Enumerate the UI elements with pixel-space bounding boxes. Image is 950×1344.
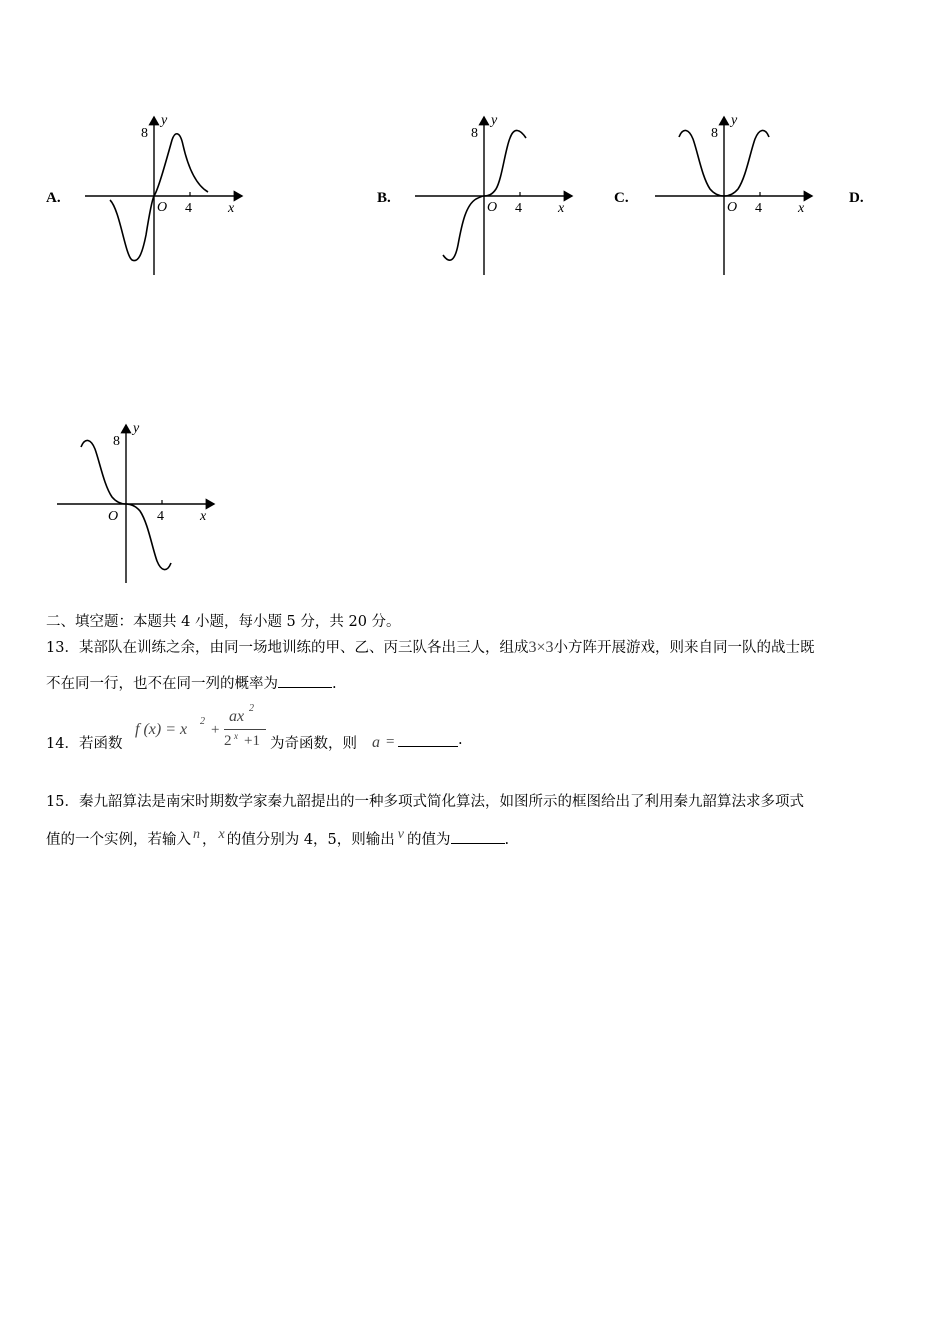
y-tick-label: 8 bbox=[141, 126, 148, 141]
answer-blank-14[interactable] bbox=[398, 734, 458, 747]
q15-comma: ， bbox=[202, 832, 217, 848]
q15-end: . bbox=[504, 832, 510, 848]
q14-numerator: ax bbox=[229, 708, 245, 725]
x-tick-label: 4 bbox=[185, 201, 192, 216]
q14-equals: = bbox=[386, 734, 395, 750]
q14-sq: 2 bbox=[200, 716, 205, 727]
y-axis-label: y bbox=[731, 113, 738, 128]
q15-text-1: 值的一个实例，若输入 bbox=[46, 832, 191, 848]
q14-plus: + bbox=[211, 722, 220, 738]
y-axis-label: y bbox=[491, 113, 498, 128]
origin-label: O bbox=[157, 200, 168, 215]
question-13-line-1 bbox=[46, 636, 814, 657]
q14-prefix: 14．若函数 bbox=[46, 736, 123, 752]
origin-label: O bbox=[727, 200, 738, 215]
q15-var-n: n bbox=[193, 827, 200, 842]
q14-end: . bbox=[458, 732, 463, 748]
option-c-label: C. bbox=[614, 190, 629, 206]
answer-blank-15[interactable] bbox=[451, 831, 505, 844]
q15-text-3: 的值为 bbox=[407, 832, 451, 848]
q15-var-v: v bbox=[397, 827, 404, 842]
q13-math: 3×3 bbox=[528, 639, 554, 656]
q14-denominator-exp: x bbox=[234, 731, 238, 741]
graph-option-d bbox=[52, 413, 222, 588]
q14-num-sq: 2 bbox=[249, 703, 254, 714]
q14-denominator-rest: +1 bbox=[244, 733, 260, 749]
answer-blank-13[interactable] bbox=[278, 675, 332, 688]
option-b-label: B. bbox=[377, 190, 391, 206]
graph-option-c bbox=[650, 105, 820, 280]
origin-label: O bbox=[108, 509, 119, 524]
question-15-line-1: 15．秦九韶算法是南宋时期数学家秦九韶提出的一种多项式简化算法，如图所示的框图给出了利用秦九韶算法求多项式 bbox=[46, 794, 804, 810]
x-axis-label: x bbox=[558, 201, 565, 216]
section-heading: 二、填空题：本题共 4 小题，每小题 5 分，共 20 分。 bbox=[46, 614, 401, 630]
q14-f-left: f (x) = x bbox=[135, 721, 188, 738]
q13-end: . bbox=[332, 676, 337, 692]
q14-var-a: a bbox=[372, 734, 380, 751]
origin-label: O bbox=[487, 200, 498, 215]
question-13-line-2 bbox=[46, 672, 337, 693]
curve bbox=[110, 134, 208, 261]
graph-option-b bbox=[410, 105, 580, 280]
x-axis-label: x bbox=[200, 509, 207, 524]
graph-option-a bbox=[80, 105, 250, 280]
q13-text-3: 不在同一行，也不在同一列的概率为 bbox=[46, 676, 278, 692]
q13-text-2: 小方阵开展游戏，则来自同一队的战士既 bbox=[553, 640, 815, 656]
fraction-bar bbox=[224, 729, 266, 730]
q14-middle: 为奇函数，则 bbox=[270, 736, 357, 752]
q13-text-1: 13．某部队在训练之余，由同一场地训练的甲、乙、丙三队各出三人，组成 bbox=[46, 640, 529, 656]
q15-var-x: x bbox=[218, 827, 225, 842]
x-tick-label: 4 bbox=[157, 509, 164, 524]
y-axis-label: y bbox=[161, 113, 168, 128]
x-tick-label: 4 bbox=[515, 201, 522, 216]
q14-denominator-base: 2 bbox=[224, 733, 232, 749]
y-tick-label: 8 bbox=[113, 434, 120, 449]
y-tick-label: 8 bbox=[471, 126, 478, 141]
option-d-label: D. bbox=[849, 190, 864, 206]
y-axis-label: y bbox=[133, 421, 140, 436]
x-axis-label: x bbox=[228, 201, 235, 216]
x-tick-label: 4 bbox=[755, 201, 762, 216]
question-15-line-2 bbox=[46, 828, 509, 849]
option-a-label: A. bbox=[46, 190, 61, 206]
x-axis-label: x bbox=[798, 201, 805, 216]
y-tick-label: 8 bbox=[711, 126, 718, 141]
q15-text-2: 的值分别为 4，5，则输出 bbox=[226, 832, 395, 848]
